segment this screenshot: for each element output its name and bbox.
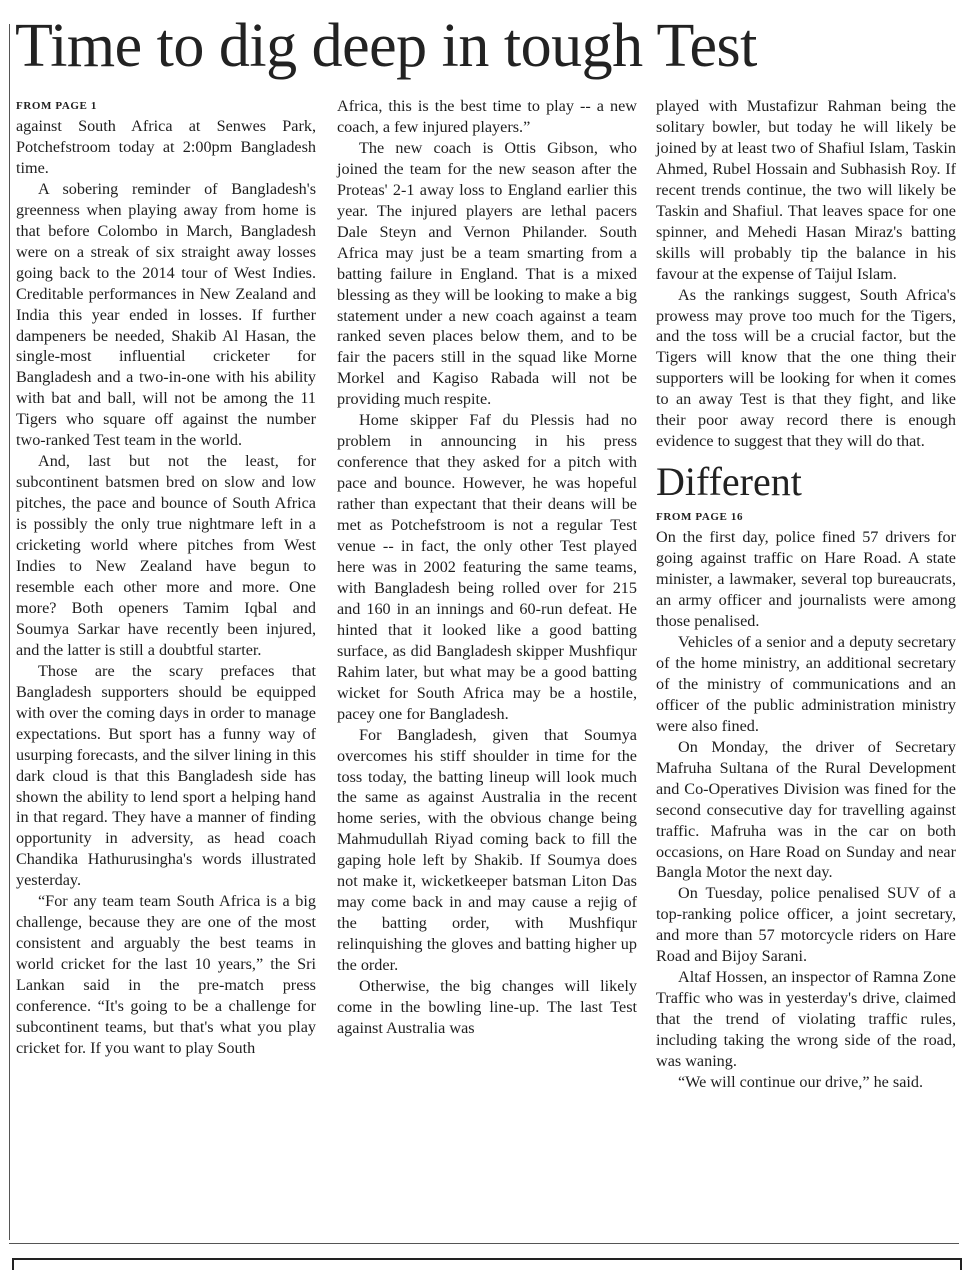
jump-label: FROM PAGE 1 (16, 100, 97, 112)
paragraph: Those are the scary prefaces that Bangladesh supporters should be equipped with over the coming days in order to manage expectations. But sport has a funny way of usurping forecasts, and the silver lining in this dark cloud is that this Bangladesh side has shown the ability to lend sport a helping hand in that regard. They have a manner of finding opportunity in adversity, as head coach Chandika Hathurusingha's words illustrated yesterday. (16, 661, 316, 890)
paragraph: “For any team team South Africa is a big challenge, because they are one of the most consistent and arguably the best teams in world cricket for the last 10 years,” the Sri Lankan said in the pre-match press conference. “It's going to be a challenge for subcontinent teams, but that's what you play cricket for. If you want to play South (16, 892, 316, 1057)
paragraph: Otherwise, the big changes will likely come in the bowling line-up. The last Test against Australia was (337, 977, 637, 1037)
next-article-box (12, 1258, 962, 1270)
paragraph: For Bangladesh, given that Soumya overcomes his stiff shoulder in time for the toss today, the batting lineup will look much the same as against Australia in the recent home series, with the obvious change being Mahmudullah Riyad coming back to fill the gaping hole left by Shakib. If Soumya does not make it, wicketkeeper batsman Liton Das may come back in and may cause a rejig of the batting order, with Mushfiqur relinquishing the gloves and batting higher up the order. (337, 725, 637, 975)
paragraph: Vehicles of a senior and a deputy secretary of the home ministry, an additional secretary of the ministry of communications and an officer of the public administration ministry were also fined. (656, 632, 956, 735)
paragraph: On the first day, police fined 57 drivers for going against traffic on Hare Road. A state minister, a lawmaker, several top bureaucrats, an army officer and journalists were among those penalised. (656, 528, 956, 631)
paragraph: “We will continue our drive,” he said. (678, 1072, 924, 1091)
paragraph: A sobering reminder of Bangladesh's greenness when playing away from home is that before Colombo in March, Bangladesh were on a streak of six straight away losses going back to the 2014 tour of West Indies. Creditable performances in New Zealand and India this year ended in losses. If further dampeners be needed, Shakib Al Hasan, the single-most influential cricketer for Bangladesh and a two-in-one with his ability with bat and ball, will not be among the 11 Tigers who square off against the number two-ranked Test team in the world. (16, 179, 316, 450)
left-column-rule (9, 24, 10, 1240)
paragraph: Altaf Hossen, an inspector of Ramna Zone Traffic who was in yesterday's drive, claimed that the trend of violating traffic rules, including taking the wrong side of the road, was waning. (656, 968, 956, 1071)
paragraph: Home skipper Faf du Plessis had no problem in announcing in his press conference that they asked for a pitch with pace and bounce. However, he was hopeful rather than expectant that their deans will be met as Potchefstroom is not a regular Test venue -- in fact, the only other Test played here was in 2002 featuring the same teams, with Bangladesh being rolled over for 215 and 160 in an innings and 60-run defeat. He hinted that it looked like a good batting surface, as did Bangladesh skipper Mushfiqur Rahim later, but what may be a good batting wicket for South Africa may be a hostile, pacey one for Bangladesh. (337, 411, 637, 723)
paragraph: And, last but not the least, for subcontinent batsmen bred on slow and low pitches, the pace and bounce of South Africa is possibly the only true nightmare left in a cricketing world where pitches from West Indies to New Zealand have begun to resemble each other more and more. One more? Both openers Tamim Iqbal and Soumya Sarkar have recently been injured, and the latter is still a doubtful starter. (16, 452, 316, 659)
paragraph: played with Mustafizur Rahman being the solitary bowler, but today he will likely be joined by at least two of Shafiul Islam, Taskin Ahmed, Rubel Hossain and Subhasish Roy. If recent trends continue, the two will likely be Taskin and Shafiul. That leaves space for one spinner, and Mehedi Hasan Miraz's batting skills will probably tip the balance in his favour at the expense of Taijul Islam. (656, 97, 956, 283)
headline: Time to dig deep in tough Test (15, 12, 757, 80)
article-column-3 (656, 96, 956, 1093)
article-column-2 (337, 96, 637, 1039)
paragraph: against South Africa at Senwes Park, Potchefstroom today at 2:00pm Bangladesh time. (16, 117, 316, 177)
bottom-rule (9, 1243, 959, 1244)
paragraph: As the rankings suggest, South Africa's prowess may prove too much for the Tigers, and the toss will be a crucial factor, but the Tigers will know that the one thing their supporters will be looking for when it comes to an away Test is that they fight, and like their poor away record there is enough evidence to suggest that they will do that. (656, 285, 956, 451)
paragraph: Africa, this is the best time to play -- a new coach, a few injured players.” (337, 97, 637, 136)
paragraph: The new coach is Ottis Gibson, who joined the team for the new season after the Proteas' 2-1 away loss to England earlier this year. The injured players are lethal pacers Dale Steyn and Vernon Philander. South Africa may just be a team smarting from a batting failure in England. That is a mixed blessing as they will be looking to make a big statement under a new coach against a team ranked seven places below them, and to be fair the pacers still in the squad like Morne Morkel and Kagiso Rabada will not be providing much respite. (337, 138, 637, 409)
paragraph: On Monday, the driver of Secretary Mafruha Sultana of the Rural Development and Co-Operatives Division was fined for the second consecutive day for travelling against traffic. Mafruha was in the car on both occasions, on Hare Road on Sunday and near Bangla Motor the next day. (656, 737, 956, 882)
article-column-1 (16, 96, 316, 1059)
second-headline: Different (656, 459, 802, 505)
paragraph: On Tuesday, police penalised SUV of a top-ranking police officer, a joint secretary, and more than 57 motorcycle riders on Hare Road and Bijoy Sarani. (656, 884, 956, 966)
jump-label: FROM PAGE 16 (656, 511, 744, 524)
